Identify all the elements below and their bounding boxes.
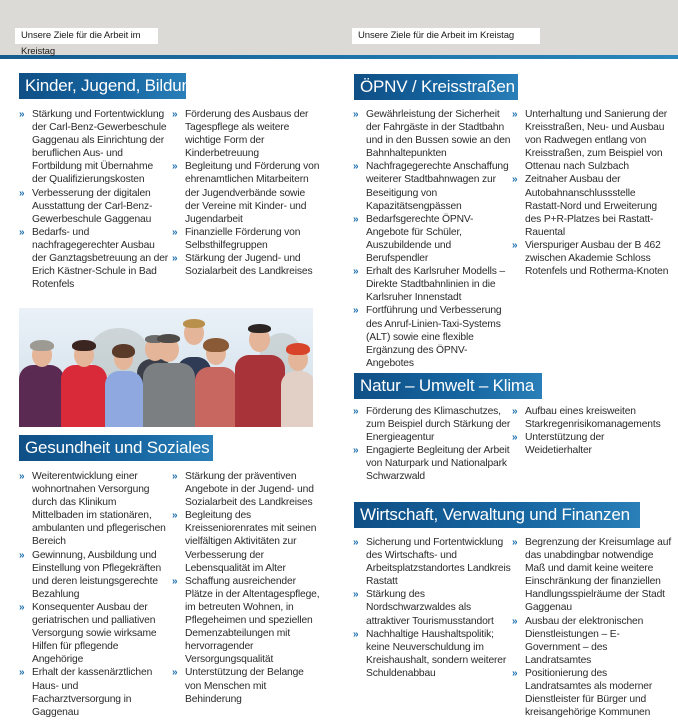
natur-column-2 <box>512 405 672 457</box>
bullet-item <box>353 628 511 680</box>
chevron-double-right-icon: » <box>172 667 178 679</box>
chevron-double-right-icon: » <box>353 589 359 601</box>
bullet-text: Vierspuriger Ausbau der B 462 zwischen Akademie Schloss Rotenfels und Rotherma-Knoten <box>525 239 669 278</box>
bullet-item <box>353 265 511 304</box>
chevron-double-right-icon: » <box>353 213 359 225</box>
bullet-text: Unterstützung der Weidetierhalter <box>525 432 605 457</box>
bullet-item <box>172 470 322 509</box>
gesundheit-column-2 <box>172 470 322 706</box>
bullet-text: Förderung des Ausbaus der Tagespflege als weitere wichtige Form der Kinderbetreuung <box>185 109 309 160</box>
bullet-item <box>19 226 169 291</box>
chevron-double-right-icon: » <box>19 667 25 679</box>
bullet-text: Erhalt des Karlsruher Modells – Direkte Stadtbahnlinien in die Karlsruher Innenstadt <box>366 266 505 304</box>
chevron-double-right-icon: » <box>172 510 178 522</box>
chevron-double-right-icon: » <box>172 471 178 482</box>
bullet-item <box>512 405 672 431</box>
bullet-item <box>19 666 169 718</box>
bullet-item <box>353 444 511 483</box>
chevron-double-right-icon: » <box>353 406 359 417</box>
bullet-text: Begrenzung der Kreisumlage auf das unabdingbar notwendige Maß und damit keine weitere Einschränkung der finanziellen Handlungsspielräume der Stadt Gaggenau <box>525 537 672 614</box>
bullet-text: Bedarfsgerechte ÖPNV-Angebote für Schüler, Auszubildende und Berufspendler <box>366 213 474 265</box>
chevron-double-right-icon: » <box>512 667 518 679</box>
chevron-double-right-icon: » <box>172 253 178 265</box>
bullet-text: Weiterentwicklung einer wohnortnahen Versorgung durch das Klinikum Mittelbaden im stationären, ambulanten und pflegerischen Bereich <box>32 471 166 548</box>
bullet-text: Zeitnaher Ausbau der Autobahnanschlussstelle Rastatt-Nord und Erweiterung des P+R-Platzes bei Rastatt-Rauental <box>525 174 658 238</box>
bullet-text: Stärkung der präventiven Angebote in der Jugend- und Sozialarbeit des Landkreises <box>185 471 314 509</box>
wirtschaft-column-1 <box>353 536 511 680</box>
bullet-text: Stärkung des Nordschwarzwaldes als attraktiver Tourismusstandort <box>366 589 494 627</box>
chevron-double-right-icon: » <box>353 445 359 457</box>
bullet-item <box>353 108 511 160</box>
chevron-double-right-icon: » <box>353 628 359 640</box>
chevron-double-right-icon: » <box>172 161 178 173</box>
bullet-item <box>353 304 511 369</box>
bullet-item <box>19 549 169 601</box>
group-photo <box>19 308 313 427</box>
chevron-double-right-icon: » <box>512 174 518 186</box>
bullet-item <box>19 108 169 187</box>
chevron-double-right-icon: » <box>172 109 178 120</box>
tagline-right: Unsere Ziele für die Arbeit im Kreistag <box>352 28 540 44</box>
bullet-item <box>19 470 169 549</box>
chevron-double-right-icon: » <box>512 615 518 627</box>
bullet-item <box>172 226 322 252</box>
bullet-item <box>172 252 322 278</box>
bullet-item <box>19 187 169 226</box>
bullet-text: Gewinnung, Ausbildung und Einstellung von Pflegekräften und deren leistungsgerechte Bezahlung <box>32 549 162 600</box>
kinder-column-1 <box>19 108 169 291</box>
chevron-double-right-icon: » <box>353 109 359 120</box>
bullet-text: Unterhaltung und Sanierung der Kreisstraßen, Neu- und Ausbau von Radwegen entlang von Kreisstraßen, zum Beispiel von Ottenau nach Sulzbach <box>525 109 668 173</box>
bullet-text: Konsequenter Ausbau der geriatrischen und palliativen Versorgung sowie wirksame Hilfen für pflegende Angehörige <box>32 601 157 666</box>
person <box>235 321 285 427</box>
chevron-double-right-icon: » <box>19 549 25 561</box>
person <box>61 337 107 427</box>
bullet-item <box>512 108 672 173</box>
bullet-item <box>512 667 672 719</box>
bullet-text: Finanzielle Förderung von Selbsthilfegruppen <box>185 226 301 251</box>
wirtschaft-column-2 <box>512 536 672 719</box>
chevron-double-right-icon: » <box>19 109 25 120</box>
bullet-item <box>172 108 322 160</box>
bullet-text: Förderung des Klimaschutzes, zum Beispiel durch Stärkung der Energieagentur <box>366 406 511 444</box>
bullet-item <box>512 615 672 667</box>
chevron-double-right-icon: » <box>353 537 359 548</box>
bullet-item <box>512 173 672 238</box>
chevron-double-right-icon: » <box>512 432 518 444</box>
chevron-double-right-icon: » <box>172 226 178 238</box>
person <box>281 341 313 427</box>
chevron-double-right-icon: » <box>353 305 359 317</box>
bullet-item <box>172 575 322 667</box>
bullet-text: Nachfragegerechte Anschaffung weiterer Stadtbahnwagen zur Beseitigung von Kapazitätsengpässen <box>366 161 509 212</box>
bullet-text: Positionierung des Landratsamtes als moderner Dienstleister für Bürger und kreisangehörige Kommunen <box>525 667 653 719</box>
bullet-text: Nachhaltige Haushaltspolitik; keine Neuverschuldung im Kreishaushalt, sondern weiterer Schuldenabbau <box>366 628 507 679</box>
oepnv-column-1 <box>353 108 511 370</box>
chevron-double-right-icon: » <box>512 406 518 417</box>
bullet-text: Erhalt der kassenärztlichen Haus- und Facharztversorgung in Gaggenau <box>32 667 153 718</box>
bullet-item <box>353 588 511 627</box>
bullet-item <box>172 666 322 705</box>
chevron-double-right-icon: » <box>512 109 518 120</box>
chevron-double-right-icon: » <box>19 187 25 199</box>
person <box>105 341 143 427</box>
bullet-item <box>353 160 511 212</box>
bullet-text: Aufbau eines kreisweiten Starkregenrisikomanagements <box>525 406 661 431</box>
bullet-text: Begleitung und Förderung von ehrenamtlichen Mitarbeitern der Jugendverbände sowie der Vereine mit Kinder- und Jugendarbeit <box>185 161 320 225</box>
heading-natur-umwelt-klima: Natur – Umwelt – Klima <box>354 373 542 399</box>
heading-kinder-jugend-bildung: Kinder, Jugend, Bildung <box>19 73 186 99</box>
bullet-text: Bedarfs- und nachfragegerechter Ausbau der Ganztagsbetreuung an der Erich Kästner-Schule in Bad Rotenfels <box>32 226 169 291</box>
bullet-text: Verbesserung der digitalen Ausstattung der Carl-Benz-Gewerbeschule Gaggenau <box>32 187 153 225</box>
bullet-item <box>353 405 511 444</box>
chevron-double-right-icon: » <box>353 161 359 173</box>
bullet-text: Sicherung und Fortentwicklung des Wirtschafts- und Arbeitsplatzstandortes Landkreis Rastatt <box>366 537 511 588</box>
bullet-text: Ausbau der elektronischen Dienstleistungen – E-Government – des Landratsamtes <box>525 615 644 666</box>
bullet-item <box>512 431 672 457</box>
bullet-text: Gewährleistung der Sicherheit der Fahrgäste in der Stadtbahn und in den Bussen sowie an den Bahnhaltepunkten <box>366 109 511 160</box>
chevron-double-right-icon: » <box>172 575 178 587</box>
bullet-text: Begleitung des Kreisseniorenrates mit seinen vielfältigen Aktivitäten zur Verbesserung der Lebensqualität im Alter <box>185 510 317 574</box>
heading-wirtschaft-verwaltung-finanzen: Wirtschaft, Verwaltung und Finanzen <box>354 502 640 528</box>
bullet-item <box>19 601 169 666</box>
bullet-item <box>172 509 322 574</box>
bullet-text: Unterstützung der Belange von Menschen mit Behinderung <box>185 667 304 705</box>
person <box>143 331 195 427</box>
bullet-text: Fortführung und Verbesserung des Anruf-Linien-Taxi-Systems (ALT) sowie eine flexible Ergänzung des ÖPNV-Angebotes <box>366 305 502 369</box>
kinder-column-2 <box>172 108 322 278</box>
bullet-text: Schaffung ausreichender Plätze in der Altentagespflege, im betreuten Wohnen, in Pflegeheimen und speziellen Demenzabteilungen mit hervorragender Versorgungsqualität <box>185 575 320 666</box>
natur-column-1 <box>353 405 511 484</box>
bullet-item <box>512 536 672 615</box>
bullet-text: Stärkung und Fortentwicklung der Carl-Benz-Gewerbeschule Gaggenau als Einrichtung der beruflichen Aus- und Fortbildung mit Übernahme der Qualifizierungskosten <box>32 109 167 186</box>
bullet-item <box>353 536 511 588</box>
person <box>195 335 237 427</box>
chevron-double-right-icon: » <box>512 537 518 548</box>
chevron-double-right-icon: » <box>19 226 25 238</box>
bullet-item <box>353 213 511 265</box>
oepnv-column-2 <box>512 108 672 278</box>
chevron-double-right-icon: » <box>512 239 518 251</box>
bullet-item <box>512 239 672 278</box>
bullet-text: Engagierte Begleitung der Arbeit von Naturpark und Nationalpark Schwarzwald <box>366 445 510 483</box>
tagline-left: Unsere Ziele für die Arbeit im Kreistag <box>15 28 158 44</box>
bullet-item <box>172 160 322 225</box>
chevron-double-right-icon: » <box>19 601 25 613</box>
header-rule <box>0 55 678 59</box>
bullet-text: Stärkung der Jugend- und Sozialarbeit des Landkreises <box>185 253 313 278</box>
chevron-double-right-icon: » <box>353 266 359 278</box>
chevron-double-right-icon: » <box>19 471 25 482</box>
heading-oepnv-kreisstrassen: ÖPNV / Kreisstraßen <box>354 74 518 100</box>
person <box>19 337 64 427</box>
heading-gesundheit-und-soziales: Gesundheit und Soziales <box>19 435 213 461</box>
gesundheit-column-1 <box>19 470 169 719</box>
